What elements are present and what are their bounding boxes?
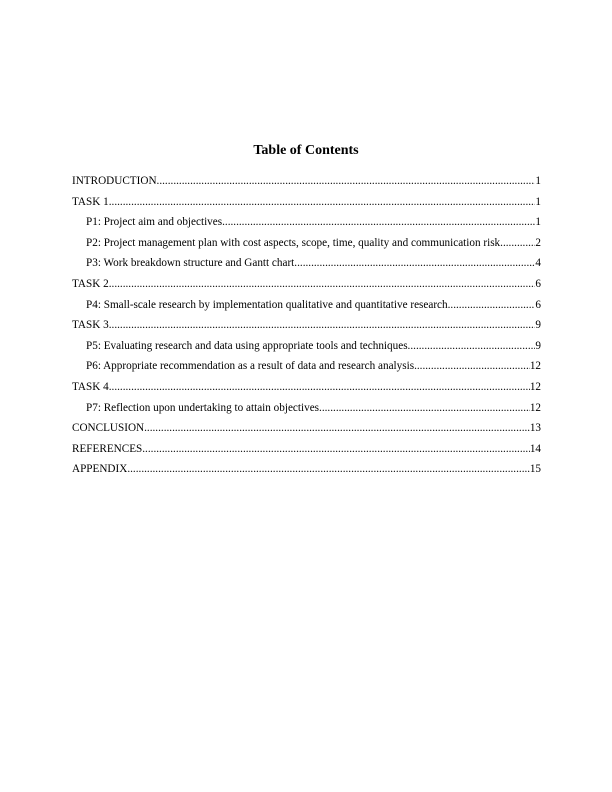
toc-entry-p4[interactable] — [72, 295, 541, 316]
toc-entry-p1[interactable] — [72, 212, 541, 233]
toc-title: Table of Contents — [253, 143, 359, 158]
toc-page-number: 1 — [535, 175, 541, 187]
toc-dot-leader — [144, 418, 530, 439]
toc-page-number: 6 — [535, 298, 541, 311]
toc-entry-task-3[interactable] — [72, 315, 541, 336]
toc-entry-conclusion[interactable] — [72, 418, 541, 439]
toc-entry-text: P3: Work breakdown structure and Gantt chart — [86, 257, 295, 270]
toc-entry-p5[interactable] — [72, 336, 541, 357]
toc-entry-text: P7: Reflection upon undertaking to attain objectives — [86, 401, 320, 414]
toc-entry-text: INTRODUCTION — [72, 175, 157, 187]
toc-page-number: 9 — [535, 319, 541, 332]
toc-entry-p2[interactable] — [72, 233, 541, 254]
toc-entry-task-2[interactable] — [72, 274, 541, 295]
toc-entry-text: TASK 3 — [72, 319, 109, 332]
toc-entry-text: P4: Small-scale research by implementation qualitative and quantitative research — [86, 298, 448, 311]
toc-dot-leader — [109, 377, 530, 398]
toc-list — [72, 171, 541, 480]
toc-entry-task-1[interactable] — [72, 192, 541, 213]
toc-dot-leader — [222, 212, 535, 233]
toc-entry-text: REFERENCES — [72, 442, 143, 455]
toc-entry-text: P5: Evaluating research and data using appropriate tools and techniques — [86, 339, 408, 352]
toc-page-number: 15 — [529, 463, 541, 476]
toc-page-number: 4 — [535, 257, 541, 270]
toc-dot-leader — [294, 253, 535, 274]
toc-dot-leader — [319, 398, 530, 419]
toc-entry-text: TASK 1 — [72, 195, 109, 208]
toc-page-number: 13 — [529, 422, 541, 435]
toc-entry-text: P1: Project aim and objectives — [86, 216, 223, 229]
toc-entry-text: APPENDIX — [72, 463, 128, 476]
toc-page-number: 1 — [535, 216, 541, 229]
toc-dot-leader — [414, 356, 530, 377]
toc-entry-introduction[interactable] — [72, 171, 541, 192]
toc-dot-leader — [109, 192, 536, 213]
toc-entry-references[interactable] — [72, 439, 541, 460]
toc-entry-p3[interactable] — [72, 253, 541, 274]
toc-entry-task-4[interactable] — [72, 377, 541, 398]
toc-dot-leader — [408, 336, 536, 357]
toc-page-number: 6 — [535, 277, 541, 290]
toc-entry-text: CONCLUSION — [72, 422, 145, 435]
toc-page-number: 14 — [529, 442, 541, 455]
toc-page-number: 12 — [529, 360, 541, 373]
toc-page-number: 1 — [535, 195, 541, 208]
toc-entry-p6[interactable] — [72, 356, 541, 377]
toc-entry-appendix[interactable] — [72, 459, 541, 480]
toc-dot-leader — [503, 233, 535, 254]
toc-entry-text: P2: Project management plan with cost aspects, scope, time, quality and communication risk. — [86, 236, 503, 249]
toc-page-number: 2 — [535, 236, 541, 249]
toc-page-number: 12 — [529, 401, 541, 414]
toc-entry-text: P6: Appropriate recommendation as a result of data and research analysis — [86, 360, 415, 373]
toc-dot-leader — [109, 315, 536, 336]
toc-dot-leader — [157, 171, 536, 192]
toc-dot-leader — [142, 439, 530, 460]
toc-dot-leader — [109, 274, 536, 295]
toc-dot-leader — [127, 459, 529, 480]
toc-dot-leader — [448, 295, 536, 316]
toc-page-number: 9 — [535, 339, 541, 352]
toc-entry-text: TASK 4 — [72, 380, 109, 393]
toc-entry-p7[interactable] — [72, 398, 541, 419]
toc-entry-text: TASK 2 — [72, 277, 109, 290]
toc-page-number: 12 — [529, 380, 541, 393]
